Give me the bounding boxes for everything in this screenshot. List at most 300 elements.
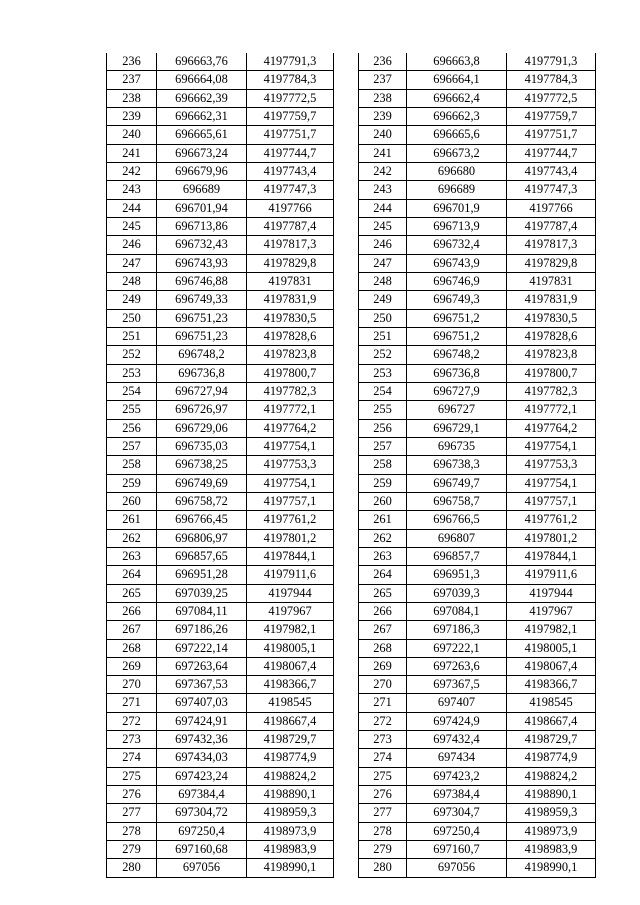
point-number-cell: 269 (107, 657, 157, 675)
point-number-cell: 239 (107, 107, 157, 125)
y-coordinate-cell: 4197759,7 (507, 107, 596, 125)
table-row (107, 566, 334, 584)
point-number-cell: 252 (107, 346, 157, 364)
x-coordinate-cell: 696743,9 (407, 254, 507, 272)
x-coordinate-cell: 696713,9 (407, 217, 507, 235)
x-coordinate-cell: 696807 (407, 529, 507, 547)
y-coordinate-cell: 4197823,8 (507, 346, 596, 364)
point-number-cell: 259 (359, 474, 407, 492)
y-coordinate-cell: 4197754,1 (507, 437, 596, 455)
table-row (107, 53, 334, 71)
point-number-cell: 254 (107, 382, 157, 400)
table-row (359, 236, 596, 254)
point-number-cell: 237 (359, 71, 407, 89)
x-coordinate-cell: 696664,1 (407, 71, 507, 89)
y-coordinate-cell: 4197911,6 (507, 566, 596, 584)
point-number-cell: 279 (359, 841, 407, 859)
point-number-cell: 244 (359, 199, 407, 217)
point-number-cell: 236 (107, 53, 157, 71)
table-row (359, 199, 596, 217)
point-number-cell: 251 (107, 327, 157, 345)
y-coordinate-cell: 4197744,7 (247, 144, 334, 162)
x-coordinate-cell: 696751,2 (407, 309, 507, 327)
table-row (107, 272, 334, 290)
x-coordinate-cell: 696662,3 (407, 107, 507, 125)
y-coordinate-cell: 4197911,6 (247, 566, 334, 584)
table-row (359, 382, 596, 400)
table-row (107, 786, 334, 804)
point-number-cell: 263 (359, 547, 407, 565)
point-number-cell: 248 (107, 272, 157, 290)
table-row (107, 621, 334, 639)
y-coordinate-cell: 4197751,7 (247, 126, 334, 144)
point-number-cell: 255 (107, 401, 157, 419)
table-row (107, 492, 334, 510)
table-row (359, 657, 596, 675)
point-number-cell: 247 (359, 254, 407, 272)
x-coordinate-cell: 696727,9 (407, 382, 507, 400)
y-coordinate-cell: 4198067,4 (247, 657, 334, 675)
point-number-cell: 242 (359, 162, 407, 180)
x-coordinate-cell: 696857,7 (407, 547, 507, 565)
y-coordinate-cell: 4197757,1 (247, 492, 334, 510)
y-coordinate-cell: 4197782,3 (507, 382, 596, 400)
point-number-cell: 275 (359, 767, 407, 785)
x-coordinate-cell: 696766,5 (407, 511, 507, 529)
x-coordinate-cell: 696701,94 (157, 199, 247, 217)
table-row (107, 657, 334, 675)
x-coordinate-cell: 697367,5 (407, 676, 507, 694)
table-row (359, 309, 596, 327)
point-number-cell: 268 (107, 639, 157, 657)
y-coordinate-cell: 4197831 (247, 272, 334, 290)
y-coordinate-cell: 4197800,7 (247, 364, 334, 382)
x-coordinate-cell: 696689 (157, 181, 247, 199)
table-row (107, 364, 334, 382)
point-number-cell: 262 (359, 529, 407, 547)
point-number-cell: 266 (359, 602, 407, 620)
x-coordinate-cell: 697222,1 (407, 639, 507, 657)
point-number-cell: 248 (359, 272, 407, 290)
y-coordinate-cell: 4197831 (507, 272, 596, 290)
table-row (359, 89, 596, 107)
y-coordinate-cell: 4197817,3 (247, 236, 334, 254)
table-row (359, 254, 596, 272)
point-number-cell: 274 (359, 749, 407, 767)
x-coordinate-cell: 697056 (157, 859, 247, 877)
table-row (359, 456, 596, 474)
table-row (107, 731, 334, 749)
y-coordinate-cell: 4198774,9 (507, 749, 596, 767)
table-row (359, 272, 596, 290)
table-row (107, 639, 334, 657)
x-coordinate-cell: 696701,9 (407, 199, 507, 217)
table-row (107, 676, 334, 694)
table-row (107, 694, 334, 712)
point-number-cell: 240 (359, 126, 407, 144)
y-coordinate-cell: 4197751,7 (507, 126, 596, 144)
point-number-cell: 267 (107, 621, 157, 639)
x-coordinate-cell: 697263,64 (157, 657, 247, 675)
y-coordinate-cell: 4197830,5 (247, 309, 334, 327)
table-row (107, 217, 334, 235)
y-coordinate-cell: 4197764,2 (247, 419, 334, 437)
point-number-cell: 279 (107, 841, 157, 859)
x-coordinate-cell: 696727,94 (157, 382, 247, 400)
y-coordinate-cell: 4197791,3 (507, 53, 596, 71)
table-row (107, 749, 334, 767)
table-row (107, 309, 334, 327)
y-coordinate-cell: 4197757,1 (507, 492, 596, 510)
table-row (107, 346, 334, 364)
table-row (359, 694, 596, 712)
point-number-cell: 243 (107, 181, 157, 199)
y-coordinate-cell: 4198545 (507, 694, 596, 712)
x-coordinate-cell: 697432,4 (407, 731, 507, 749)
table-row (107, 804, 334, 822)
table-row (359, 822, 596, 840)
x-coordinate-cell: 697423,2 (407, 767, 507, 785)
table-row (359, 492, 596, 510)
x-coordinate-cell: 696749,33 (157, 291, 247, 309)
table-row (107, 456, 334, 474)
table-row (359, 529, 596, 547)
x-coordinate-cell: 696680 (407, 162, 507, 180)
table-row (359, 749, 596, 767)
y-coordinate-cell: 4198366,7 (507, 676, 596, 694)
point-number-cell: 245 (107, 217, 157, 235)
y-coordinate-cell: 4198067,4 (507, 657, 596, 675)
x-coordinate-cell: 696951,28 (157, 566, 247, 584)
y-coordinate-cell: 4198959,3 (247, 804, 334, 822)
x-coordinate-cell: 696751,23 (157, 309, 247, 327)
point-number-cell: 278 (359, 822, 407, 840)
point-number-cell: 267 (359, 621, 407, 639)
x-coordinate-cell: 696751,23 (157, 327, 247, 345)
table-row (107, 767, 334, 785)
point-number-cell: 250 (359, 309, 407, 327)
x-coordinate-cell: 697084,11 (157, 602, 247, 620)
x-coordinate-cell: 696662,39 (157, 89, 247, 107)
y-coordinate-cell: 4198729,7 (247, 731, 334, 749)
table-row (107, 291, 334, 309)
y-coordinate-cell: 4197944 (247, 584, 334, 602)
point-number-cell: 273 (359, 731, 407, 749)
x-coordinate-cell: 696857,65 (157, 547, 247, 565)
point-number-cell: 240 (107, 126, 157, 144)
x-coordinate-cell: 696663,8 (407, 53, 507, 71)
x-coordinate-cell: 696662,4 (407, 89, 507, 107)
point-number-cell: 257 (107, 437, 157, 455)
x-coordinate-cell: 696748,2 (407, 346, 507, 364)
x-coordinate-cell: 696732,4 (407, 236, 507, 254)
table-row (359, 53, 596, 71)
point-number-cell: 256 (359, 419, 407, 437)
point-number-cell: 242 (107, 162, 157, 180)
table-row (359, 859, 596, 877)
y-coordinate-cell: 4197828,6 (507, 327, 596, 345)
y-coordinate-cell: 4197784,3 (507, 71, 596, 89)
y-coordinate-cell: 4197753,3 (247, 456, 334, 474)
point-number-cell: 241 (107, 144, 157, 162)
point-number-cell: 236 (359, 53, 407, 71)
y-coordinate-cell: 4197817,3 (507, 236, 596, 254)
y-coordinate-cell: 4198824,2 (247, 767, 334, 785)
x-coordinate-cell: 696732,43 (157, 236, 247, 254)
table-row (107, 529, 334, 547)
y-coordinate-cell: 4198990,1 (247, 859, 334, 877)
table-row (359, 786, 596, 804)
point-number-cell: 243 (359, 181, 407, 199)
point-number-cell: 280 (359, 859, 407, 877)
point-number-cell: 258 (359, 456, 407, 474)
y-coordinate-cell: 4198983,9 (507, 841, 596, 859)
y-coordinate-cell: 4198667,4 (247, 712, 334, 730)
x-coordinate-cell: 696749,3 (407, 291, 507, 309)
x-coordinate-cell: 697084,1 (407, 602, 507, 620)
table-row (107, 401, 334, 419)
y-coordinate-cell: 4197772,1 (247, 401, 334, 419)
table-row (107, 144, 334, 162)
point-number-cell: 270 (359, 676, 407, 694)
table-row (359, 474, 596, 492)
point-number-cell: 254 (359, 382, 407, 400)
table-row (107, 181, 334, 199)
coordinates-table-left (106, 53, 334, 878)
y-coordinate-cell: 4197782,3 (247, 382, 334, 400)
x-coordinate-cell: 697222,14 (157, 639, 247, 657)
y-coordinate-cell: 4198005,1 (247, 639, 334, 657)
point-number-cell: 246 (107, 236, 157, 254)
point-number-cell: 277 (359, 804, 407, 822)
y-coordinate-cell: 4197982,1 (247, 621, 334, 639)
table-row (107, 382, 334, 400)
table-row (107, 327, 334, 345)
point-number-cell: 269 (359, 657, 407, 675)
x-coordinate-cell: 696746,9 (407, 272, 507, 290)
y-coordinate-cell: 4197761,2 (247, 511, 334, 529)
table-row (359, 731, 596, 749)
x-coordinate-cell: 696713,86 (157, 217, 247, 235)
point-number-cell: 252 (359, 346, 407, 364)
point-number-cell: 247 (107, 254, 157, 272)
y-coordinate-cell: 4197829,8 (247, 254, 334, 272)
point-number-cell: 273 (107, 731, 157, 749)
point-number-cell: 238 (359, 89, 407, 107)
x-coordinate-cell: 697384,4 (157, 786, 247, 804)
table-row (359, 584, 596, 602)
x-coordinate-cell: 697160,68 (157, 841, 247, 859)
x-coordinate-cell: 697304,72 (157, 804, 247, 822)
y-coordinate-cell: 4197791,3 (247, 53, 334, 71)
point-number-cell: 260 (107, 492, 157, 510)
point-number-cell: 263 (107, 547, 157, 565)
y-coordinate-cell: 4197828,6 (247, 327, 334, 345)
x-coordinate-cell: 697056 (407, 859, 507, 877)
x-coordinate-cell: 696758,7 (407, 492, 507, 510)
coordinates-table-right (358, 53, 596, 878)
table-row (107, 584, 334, 602)
table-row (359, 181, 596, 199)
x-coordinate-cell: 696735,03 (157, 437, 247, 455)
y-coordinate-cell: 4197801,2 (247, 529, 334, 547)
point-number-cell: 265 (359, 584, 407, 602)
x-coordinate-cell: 697250,4 (407, 822, 507, 840)
y-coordinate-cell: 4197754,1 (247, 474, 334, 492)
table-row (359, 767, 596, 785)
point-number-cell: 244 (107, 199, 157, 217)
x-coordinate-cell: 697367,53 (157, 676, 247, 694)
point-number-cell: 249 (107, 291, 157, 309)
y-coordinate-cell: 4197761,2 (507, 511, 596, 529)
table-row (359, 566, 596, 584)
point-number-cell: 245 (359, 217, 407, 235)
x-coordinate-cell: 697434,03 (157, 749, 247, 767)
point-number-cell: 266 (107, 602, 157, 620)
y-coordinate-cell: 4197823,8 (247, 346, 334, 364)
point-number-cell: 275 (107, 767, 157, 785)
y-coordinate-cell: 4197747,3 (247, 181, 334, 199)
x-coordinate-cell: 696749,7 (407, 474, 507, 492)
y-coordinate-cell: 4197831,9 (507, 291, 596, 309)
y-coordinate-cell: 4197831,9 (247, 291, 334, 309)
x-coordinate-cell: 697384,4 (407, 786, 507, 804)
x-coordinate-cell: 696679,96 (157, 162, 247, 180)
x-coordinate-cell: 697160,7 (407, 841, 507, 859)
table-row (107, 547, 334, 565)
table-row (359, 419, 596, 437)
x-coordinate-cell: 696748,2 (157, 346, 247, 364)
point-number-cell: 256 (107, 419, 157, 437)
x-coordinate-cell: 696758,72 (157, 492, 247, 510)
table-row (107, 199, 334, 217)
y-coordinate-cell: 4197772,1 (507, 401, 596, 419)
point-number-cell: 278 (107, 822, 157, 840)
x-coordinate-cell: 696766,45 (157, 511, 247, 529)
point-number-cell: 268 (359, 639, 407, 657)
table-row (359, 437, 596, 455)
x-coordinate-cell: 696727 (407, 401, 507, 419)
y-coordinate-cell: 4198890,1 (507, 786, 596, 804)
table-row (359, 639, 596, 657)
y-coordinate-cell: 4198729,7 (507, 731, 596, 749)
point-number-cell: 253 (107, 364, 157, 382)
table-row (359, 291, 596, 309)
x-coordinate-cell: 697432,36 (157, 731, 247, 749)
y-coordinate-cell: 4198667,4 (507, 712, 596, 730)
y-coordinate-cell: 4197747,3 (507, 181, 596, 199)
table-row (359, 144, 596, 162)
x-coordinate-cell: 697304,7 (407, 804, 507, 822)
y-coordinate-cell: 4198973,9 (507, 822, 596, 840)
point-number-cell: 271 (107, 694, 157, 712)
table-row (359, 511, 596, 529)
table-row (359, 676, 596, 694)
y-coordinate-cell: 4198545 (247, 694, 334, 712)
x-coordinate-cell: 696738,25 (157, 456, 247, 474)
x-coordinate-cell: 696689 (407, 181, 507, 199)
x-coordinate-cell: 697263,6 (407, 657, 507, 675)
table-row (359, 712, 596, 730)
table-row (107, 602, 334, 620)
y-coordinate-cell: 4198005,1 (507, 639, 596, 657)
table-row (107, 822, 334, 840)
point-number-cell: 237 (107, 71, 157, 89)
table-row (359, 841, 596, 859)
point-number-cell: 260 (359, 492, 407, 510)
table-row (107, 254, 334, 272)
point-number-cell: 271 (359, 694, 407, 712)
table-row (107, 859, 334, 877)
y-coordinate-cell: 4197744,7 (507, 144, 596, 162)
x-coordinate-cell: 697039,3 (407, 584, 507, 602)
x-coordinate-cell: 696665,61 (157, 126, 247, 144)
coordinates-table-right-body (359, 53, 596, 877)
y-coordinate-cell: 4197967 (507, 602, 596, 620)
x-coordinate-cell: 696726,97 (157, 401, 247, 419)
y-coordinate-cell: 4197844,1 (507, 547, 596, 565)
x-coordinate-cell: 697424,91 (157, 712, 247, 730)
coordinates-table-left-body (107, 53, 334, 877)
point-number-cell: 241 (359, 144, 407, 162)
y-coordinate-cell: 4198774,9 (247, 749, 334, 767)
point-number-cell: 259 (107, 474, 157, 492)
point-number-cell: 270 (107, 676, 157, 694)
x-coordinate-cell: 696951,3 (407, 566, 507, 584)
point-number-cell: 265 (107, 584, 157, 602)
table-row (107, 107, 334, 125)
y-coordinate-cell: 4198824,2 (507, 767, 596, 785)
x-coordinate-cell: 697039,25 (157, 584, 247, 602)
y-coordinate-cell: 4197800,7 (507, 364, 596, 382)
y-coordinate-cell: 4198990,1 (507, 859, 596, 877)
y-coordinate-cell: 4197787,4 (507, 217, 596, 235)
table-row (107, 511, 334, 529)
x-coordinate-cell: 696735 (407, 437, 507, 455)
y-coordinate-cell: 4197743,4 (247, 162, 334, 180)
x-coordinate-cell: 696729,1 (407, 419, 507, 437)
x-coordinate-cell: 696673,2 (407, 144, 507, 162)
point-number-cell: 238 (107, 89, 157, 107)
x-coordinate-cell: 697250,4 (157, 822, 247, 840)
table-row (359, 107, 596, 125)
y-coordinate-cell: 4197801,2 (507, 529, 596, 547)
point-number-cell: 264 (359, 566, 407, 584)
x-coordinate-cell: 696729,06 (157, 419, 247, 437)
point-number-cell: 246 (359, 236, 407, 254)
x-coordinate-cell: 696743,93 (157, 254, 247, 272)
x-coordinate-cell: 697424,9 (407, 712, 507, 730)
table-row (107, 236, 334, 254)
y-coordinate-cell: 4198973,9 (247, 822, 334, 840)
table-row (359, 804, 596, 822)
table-row (359, 602, 596, 620)
table-row (359, 621, 596, 639)
table-row (107, 71, 334, 89)
table-row (107, 437, 334, 455)
y-coordinate-cell: 4197754,1 (507, 474, 596, 492)
point-number-cell: 250 (107, 309, 157, 327)
x-coordinate-cell: 696673,24 (157, 144, 247, 162)
y-coordinate-cell: 4197787,4 (247, 217, 334, 235)
x-coordinate-cell: 696751,2 (407, 327, 507, 345)
table-row (359, 126, 596, 144)
point-number-cell: 251 (359, 327, 407, 345)
table-row (107, 712, 334, 730)
y-coordinate-cell: 4198983,9 (247, 841, 334, 859)
point-number-cell: 261 (359, 511, 407, 529)
y-coordinate-cell: 4197772,5 (247, 89, 334, 107)
